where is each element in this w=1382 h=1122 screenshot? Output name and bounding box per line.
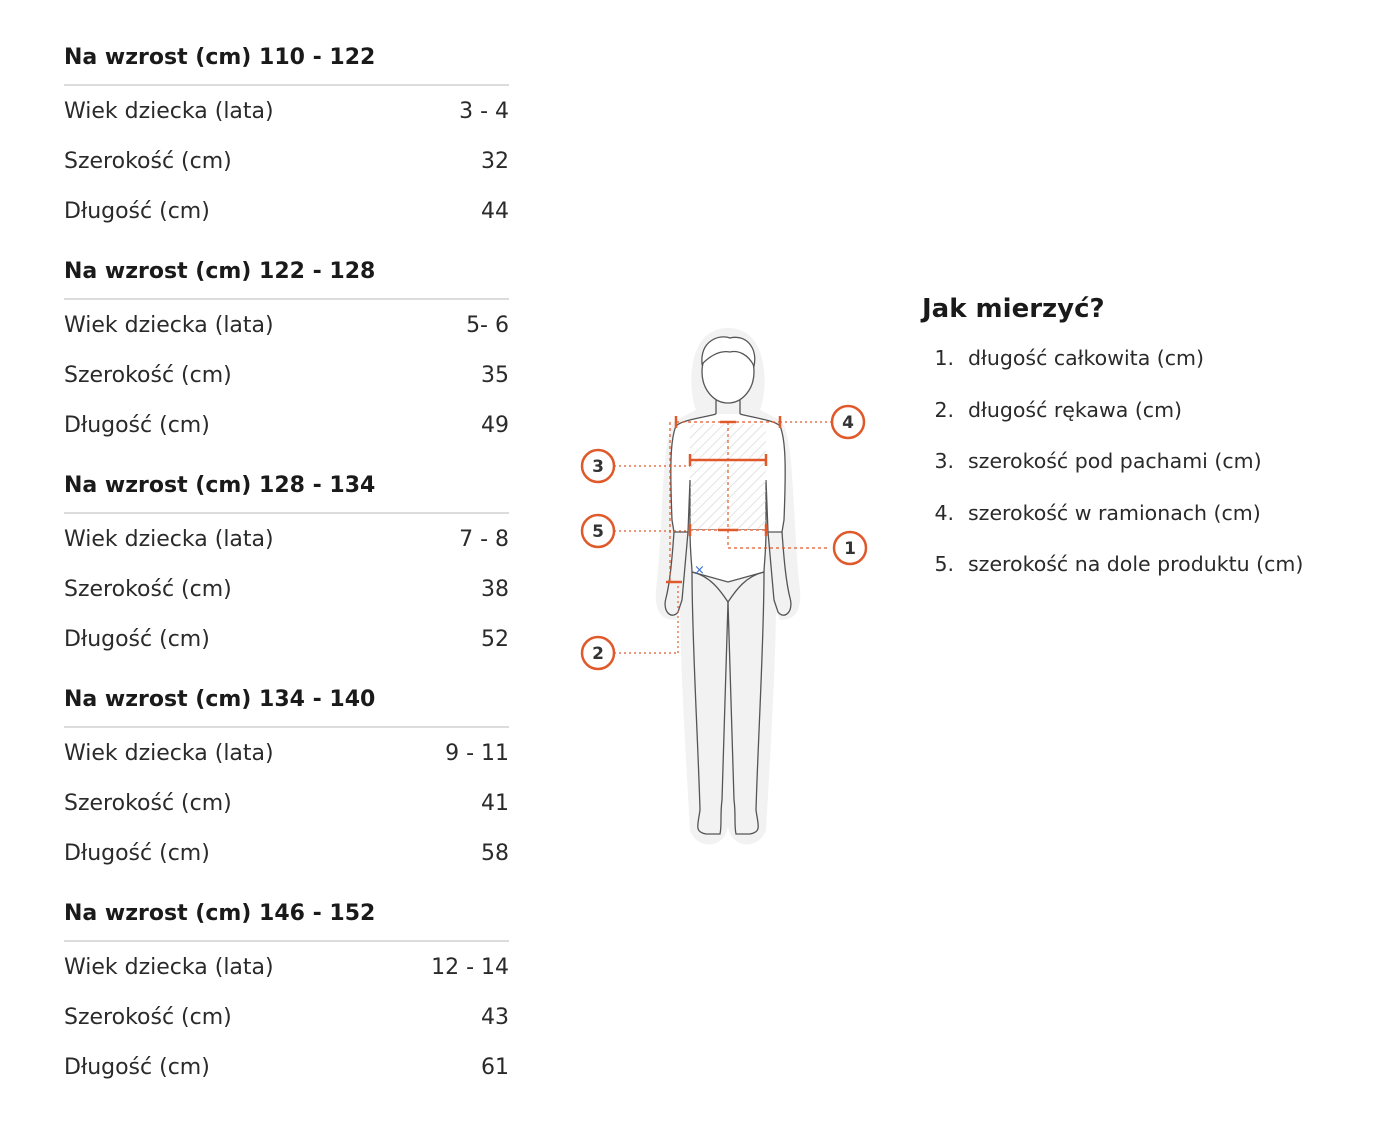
size-row (64, 1042, 509, 1092)
row-value: 12 - 14 (431, 954, 509, 980)
size-group (64, 458, 509, 672)
size-row (64, 942, 509, 992)
row-label: Wiek dziecka (lata) (64, 740, 274, 766)
size-group (64, 672, 509, 886)
size-group-header: Na wzrost (cm) 134 - 140 (64, 672, 509, 728)
size-group (64, 30, 509, 244)
size-row (64, 400, 509, 450)
guide-item-number: 2. (934, 397, 954, 422)
guide-item-number: 5. (934, 552, 954, 576)
size-group (64, 244, 509, 458)
guide-item-number: 3. (934, 449, 954, 473)
row-label: Długość (cm) (64, 840, 210, 866)
svg-text:3: 3 (592, 457, 604, 477)
marker-4 (832, 406, 864, 438)
row-value: 41 (481, 790, 509, 816)
guide-item (922, 552, 1372, 604)
size-group-header: Na wzrost (cm) 110 - 122 (64, 30, 509, 86)
row-value: 9 - 11 (445, 740, 509, 766)
guide-item-text: długość całkowita (cm) (968, 346, 1205, 370)
size-row (64, 86, 509, 136)
guide-item (922, 346, 1372, 398)
size-row (64, 136, 509, 186)
row-value: 3 - 4 (459, 98, 509, 124)
row-label: Szerokość (cm) (64, 362, 232, 388)
row-value: 43 (481, 1004, 509, 1030)
svg-text:1: 1 (844, 539, 856, 559)
size-table (64, 30, 509, 1100)
size-row (64, 186, 509, 236)
size-group-header: Na wzrost (cm) 128 - 134 (64, 458, 509, 514)
body-figure-svg (570, 320, 890, 860)
row-label: Wiek dziecka (lata) (64, 954, 274, 980)
guide-title: Jak mierzyć? (922, 294, 1105, 324)
guide-item (922, 449, 1372, 501)
row-label: Wiek dziecka (lata) (64, 98, 274, 124)
row-label: Szerokość (cm) (64, 1004, 232, 1030)
size-row (64, 564, 509, 614)
row-label: Wiek dziecka (lata) (64, 526, 274, 552)
row-label: Długość (cm) (64, 412, 210, 438)
row-value: 58 (481, 840, 509, 866)
row-label: Wiek dziecka (lata) (64, 312, 274, 338)
row-label: Długość (cm) (64, 1054, 210, 1080)
measurement-guide (922, 294, 1372, 604)
size-group (64, 886, 509, 1100)
guide-item-text: szerokość w ramionach (cm) (968, 500, 1261, 525)
guide-item-text: szerokość na dole produktu (cm) (968, 552, 1304, 576)
size-row (64, 614, 509, 664)
row-value: 49 (481, 412, 509, 438)
row-value: 38 (481, 576, 509, 602)
row-value: 7 - 8 (459, 526, 509, 552)
size-row (64, 778, 509, 828)
svg-text:×: × (694, 563, 705, 578)
body-measurement-icon (570, 320, 890, 860)
row-value: 52 (481, 626, 509, 652)
row-label: Szerokość (cm) (64, 790, 232, 816)
marker-2 (582, 637, 614, 669)
svg-text:2: 2 (592, 644, 604, 664)
size-row (64, 514, 509, 564)
svg-text:4: 4 (842, 413, 854, 433)
svg-text:5: 5 (592, 522, 604, 542)
guide-item (922, 501, 1372, 553)
guide-item-text: szerokość pod pachami (cm) (968, 449, 1262, 473)
guide-item-number: 4. (934, 500, 954, 525)
row-value: 32 (481, 148, 509, 174)
row-value: 5- 6 (466, 312, 509, 338)
guide-item-text: długość rękawa (cm) (968, 397, 1183, 422)
row-value: 61 (481, 1054, 509, 1080)
size-row (64, 828, 509, 878)
guide-list (922, 346, 1372, 604)
size-row (64, 728, 509, 778)
marker-1 (834, 532, 866, 564)
size-group-header: Na wzrost (cm) 122 - 128 (64, 244, 509, 300)
size-row (64, 300, 509, 350)
guide-item-number: 1. (934, 346, 954, 370)
row-value: 44 (481, 198, 509, 224)
row-label: Długość (cm) (64, 626, 210, 652)
row-label: Szerokość (cm) (64, 576, 232, 602)
size-row (64, 992, 509, 1042)
marker-3 (582, 450, 614, 482)
row-value: 35 (481, 362, 509, 388)
row-label: Szerokość (cm) (64, 148, 232, 174)
size-group-header: Na wzrost (cm) 146 - 152 (64, 886, 509, 942)
guide-item (922, 398, 1372, 450)
row-label: Długość (cm) (64, 198, 210, 224)
size-row (64, 350, 509, 400)
marker-5 (582, 515, 614, 547)
